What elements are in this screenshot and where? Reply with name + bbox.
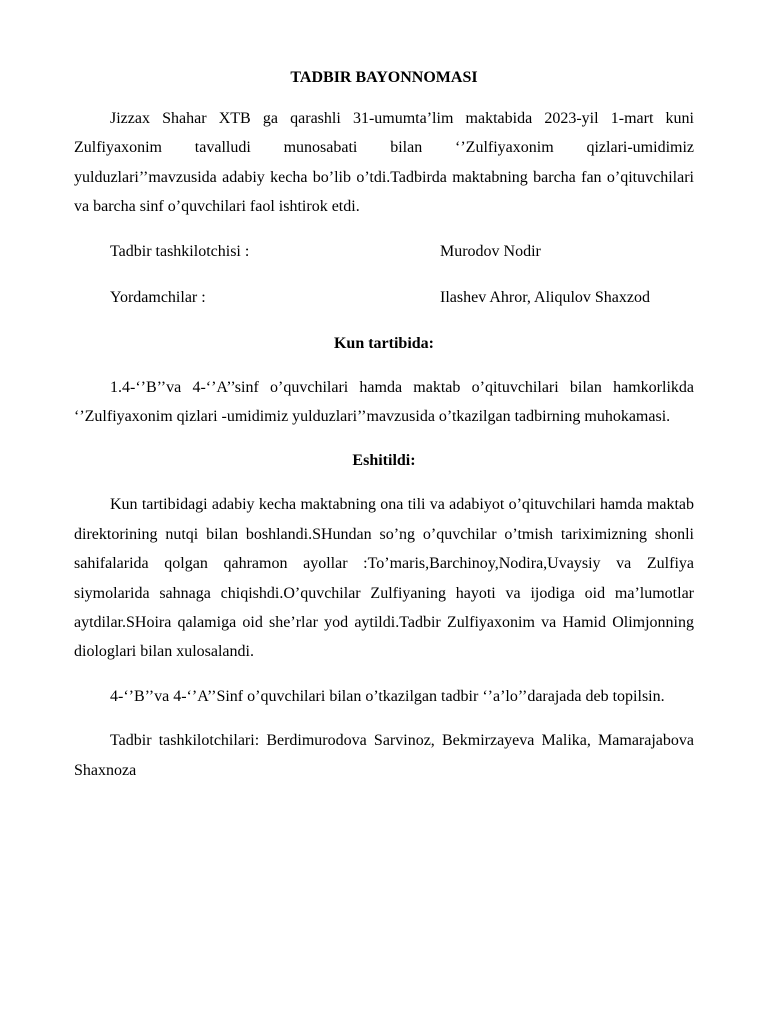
heard-heading: Eshitildi:	[352, 452, 416, 470]
organizer-value: Murodov Nodir	[440, 242, 541, 260]
decision-paragraph: 4-‘’B’’va 4-‘’A’’Sinf o’quvchilari bilan o’tkazilgan tadbir ‘’a’lo’’darajada deb topilsin.	[110, 687, 665, 705]
organizer-label: Tadbir tashkilotchisi :	[110, 242, 250, 260]
helpers-label: Yordamchilar :	[110, 288, 206, 306]
document-title: TADBIR BAYONNOMASI	[290, 69, 478, 86]
agenda-heading: Kun tartibida:	[333, 334, 434, 352]
helpers-value: Ilashev Ahror, Aliqulov Shaxzod	[440, 288, 650, 306]
intro-paragraph: Jizzax Shahar XTB ga qarashli 31-umumta’lim maktabida 2023-yil 1-mart kuni Zulfiyaxonim tavalludi munosabati bilan ‘’Zulfiyaxonim qizlari-umidimiz yulduzlari’’mavzusida adabiy kecha bo’lib o’tdi.Tadbirda maktabning barcha fan o’qituvchilari va barcha sinf o’quvchilari faol ishtirok etdi.	[74, 110, 694, 216]
organizer-row	[74, 237, 694, 266]
helpers-row	[74, 283, 694, 312]
heard-paragraph: Kun tartibidagi adabiy kecha maktabning ona tili va adabiyot o’qituvchilari hamda maktab direktorining nutqi bilan boshlandi.SHundan so’ng o’quvchilar o’tmish tariximizning shonli sahifalarida qolgan qahramon ayollar :To’maris,Barchinoy,Nodira,Uvaysiy va Zulfiya siymolarida sahnaga chiqishdi.O’quvchilar Zulfiyaning hayoti va ijodiga oid ma’lumotlar aytdilar.SHoira qalamiga oid she’rlar yod aytildi.Tadbir Zulfiyaxonim va Hamid Olimjonning diologlari bilan xulosalandi.	[74, 496, 694, 661]
organizers-paragraph: Tadbir tashkilotchilari: Berdimurodova Sarvinoz, Bekmirzayeva Malika, Mamarajabova Shaxnoza	[74, 732, 694, 779]
agenda-paragraph: 1.4-‘’B’’va 4-‘’A’’sinf o’quvchilari hamda maktab o’qituvchilari bilan hamkorlikda ‘’Zulfiyaxonim qizlari -umidimiz yulduzlari’’mavzusida o’tkazilgan tadbirning muhokamasi.	[74, 378, 694, 426]
